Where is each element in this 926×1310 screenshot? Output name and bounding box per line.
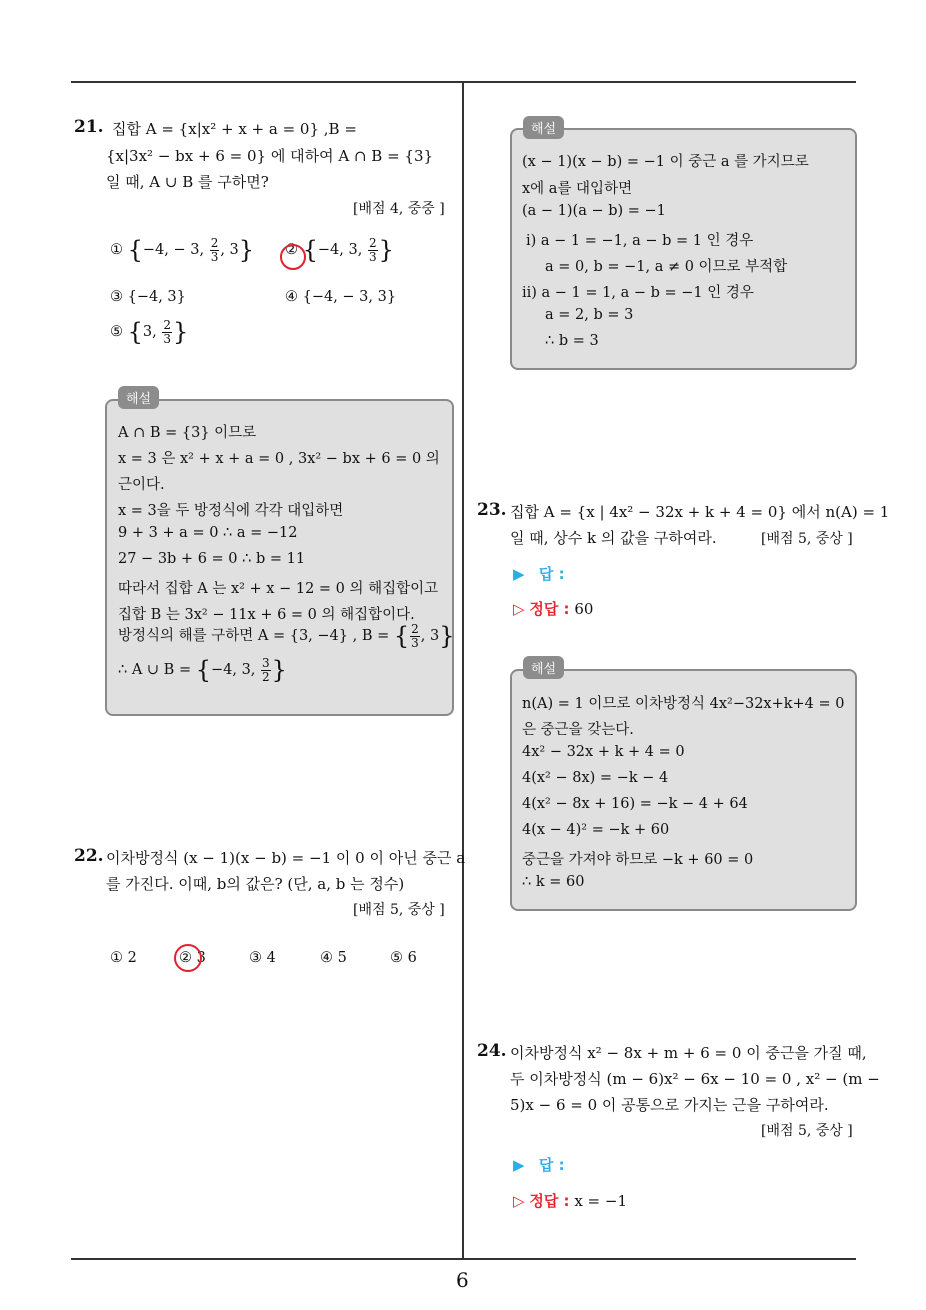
answer-arrow-icon: ▶ <box>513 565 525 583</box>
choice-mark: ① <box>110 242 123 258</box>
solution-line: ∴ k = 60 <box>522 874 585 890</box>
score-label: [배점 5, 중상 ] <box>761 531 853 547</box>
choice-5[interactable] <box>110 318 188 346</box>
solution-line: (a − 1)(a − b) = −1 <box>522 203 666 219</box>
correct-answer-row <box>513 1190 627 1211</box>
solution-line: 근이다. <box>118 477 165 493</box>
question-text-line: 두 이차방정식 (m − 6)x² − 6x − 10 = 0 , x² − (m − <box>510 1070 880 1088</box>
bottom-rule <box>71 1258 856 1260</box>
solution-line: a = 2, b = 3 <box>545 307 634 323</box>
question-text-line: 일 때, A ∪ B 를 구하면? <box>106 173 269 191</box>
numerator: 2 <box>411 621 419 636</box>
correct-arrow-icon: ▷ <box>513 1192 525 1210</box>
question-text-line: {x|3x² − bx + 6 = 0} 에 대하여 A ∩ B = {3} <box>106 147 434 165</box>
choice-text: , 3 <box>220 242 239 258</box>
correct-arrow-icon: ▷ <box>513 600 525 618</box>
solution-line: x에 a를 대입하면 <box>522 181 633 197</box>
question-number: 21. <box>74 117 104 137</box>
choice-1[interactable] <box>110 236 254 264</box>
answer-arrow-icon: ▶ <box>513 1156 525 1174</box>
solution-line: A ∩ B = {3} 이므로 <box>118 425 257 441</box>
correct-answer-row <box>513 598 593 619</box>
denominator: 3 <box>210 249 219 264</box>
numerator: 3 <box>262 655 270 670</box>
brace-right: } <box>378 236 394 264</box>
solution-line: 27 − 3b + 6 = 0 ∴ b = 11 <box>118 551 306 567</box>
answer-label: 답 : <box>538 1156 565 1174</box>
solution-tag: 해설 <box>523 656 564 679</box>
answer-label: 답 : <box>538 565 565 583</box>
solution-line: 4x² − 32x + k + 4 = 0 <box>522 744 685 760</box>
brace-right: } <box>439 622 455 650</box>
brace-right: } <box>271 656 287 684</box>
brace-left: { <box>302 236 318 264</box>
choice-mark: ② <box>285 242 298 258</box>
solution-tag: 해설 <box>523 116 564 139</box>
solution-line <box>118 622 455 650</box>
question-text-line: 이차방정식 (x − 1)(x − b) = −1 이 0 이 아닌 중근 a <box>106 849 466 867</box>
score-label: [배점 4, 중중 ] <box>353 201 445 217</box>
correct-label: 정답 : <box>529 1192 570 1210</box>
solution-line: 9 + 3 + a = 0 ∴ a = −12 <box>118 525 298 541</box>
brace-left: { <box>393 622 410 650</box>
correct-label: 정답 : <box>529 600 570 618</box>
solution-text: 방정식의 해를 구하면 A = {3, −4} , B = <box>118 628 390 644</box>
choice-text: 3, <box>142 324 157 340</box>
brace-right: } <box>238 236 255 264</box>
fraction <box>410 623 420 650</box>
question-number: 22. <box>74 846 104 866</box>
choice-5[interactable]: ⑤ 6 <box>390 950 417 966</box>
correct-value: x = −1 <box>574 1192 627 1210</box>
choice-4[interactable]: ④ {−4, − 3, 3} <box>285 289 397 305</box>
solution-line <box>118 656 287 684</box>
solution-tag: 해설 <box>118 386 159 409</box>
choice-3[interactable]: ③ {−4, 3} <box>110 289 186 305</box>
choice-text: −4, − 3, <box>142 242 205 258</box>
question-text-line: 집합 A = {x|x² + x + a = 0} ,B = <box>112 120 357 138</box>
choice-1[interactable]: ① 2 <box>110 950 137 966</box>
denominator: 3 <box>411 635 419 650</box>
question-text-line: 일 때, 상수 k 의 값을 구하여라. <box>510 529 717 547</box>
score-label: [배점 5, 중상 ] <box>353 902 445 918</box>
fraction <box>368 237 378 264</box>
solution-line: (x − 1)(x − b) = −1 이 중근 a 를 가지므로 <box>522 154 809 170</box>
choice-4[interactable]: ④ 5 <box>320 950 347 966</box>
denominator: 3 <box>163 331 171 346</box>
question-text-line: 집합 A = {x | 4x² − 32x + k + 4 = 0} 에서 n(A) = 1 <box>510 503 890 521</box>
answer-row[interactable] <box>513 1154 565 1175</box>
solution-line: 따라서 집합 A 는 x² + x − 12 = 0 의 해집합이고 <box>118 581 439 597</box>
solution-line: ∴ b = 3 <box>545 333 599 349</box>
question-number: 23. <box>477 500 507 520</box>
solution-text: ∴ A ∪ B = <box>118 662 192 678</box>
solution-line: x = 3을 두 방정식에 각각 대입하면 <box>118 503 344 519</box>
solution-text: , 3 <box>420 628 440 644</box>
choice-3[interactable]: ③ 4 <box>249 950 276 966</box>
fraction <box>261 657 271 684</box>
answer-circle-mark <box>174 944 202 972</box>
brace-left: { <box>127 318 143 346</box>
choice-2[interactable]: ② 3 <box>179 950 206 966</box>
solution-line: n(A) = 1 이므로 이차방정식 4x²−32x+k+4 = 0 <box>522 696 845 712</box>
solution-line: ⅰ) a − 1 = −1, a − b = 1 인 경우 <box>526 233 754 249</box>
brace-left: { <box>195 656 211 684</box>
solution-line: 4(x − 4)² = −k + 60 <box>522 822 670 838</box>
solution-line: ⅱ) a − 1 = 1, a − b = −1 인 경우 <box>522 285 754 301</box>
solution-text: −4, 3, <box>210 662 256 678</box>
denominator: 3 <box>368 249 377 264</box>
answer-row[interactable] <box>513 563 565 584</box>
solution-line: a = 0, b = −1, a ≠ 0 이므로 부적합 <box>545 259 788 275</box>
brace-left: { <box>127 236 143 264</box>
numerator: 2 <box>210 235 219 250</box>
question-text-line: 이차방정식 x² − 8x + m + 6 = 0 이 중근을 가질 때, <box>510 1044 867 1062</box>
choice-text: −4, 3, <box>317 242 363 258</box>
fraction <box>210 237 220 264</box>
numerator: 2 <box>368 235 377 250</box>
score-label: [배점 5, 중상 ] <box>761 1123 853 1139</box>
brace-right: } <box>172 318 189 346</box>
denominator: 2 <box>262 669 270 684</box>
solution-line: 중근을 가져야 하므로 −k + 60 = 0 <box>522 852 754 868</box>
choice-mark: ⑤ <box>110 324 123 340</box>
question-number: 24. <box>477 1041 507 1061</box>
solution-line: 집합 B 는 3x² − 11x + 6 = 0 의 해집합이다. <box>118 607 415 623</box>
column-divider <box>462 81 464 1259</box>
solution-line: 4(x² − 8x) = −k − 4 <box>522 770 669 786</box>
fraction <box>162 319 172 346</box>
answer-circle-mark <box>280 244 306 270</box>
question-text-line: 를 가진다. 이때, b의 값은? (단, a, b 는 정수) <box>106 875 405 893</box>
top-rule <box>71 81 856 83</box>
page-number: 6 <box>456 1268 469 1292</box>
solution-line: 4(x² − 8x + 16) = −k − 4 + 64 <box>522 796 748 812</box>
question-text-line: 5)x − 6 = 0 이 공통으로 가지는 근을 구하여라. <box>510 1096 829 1114</box>
solution-line: 은 중근을 갖는다. <box>522 722 634 738</box>
correct-value: 60 <box>574 600 594 618</box>
solution-line: x = 3 은 x² + x + a = 0 , 3x² − bx + 6 = 0 의 <box>118 451 440 467</box>
numerator: 2 <box>163 317 171 332</box>
